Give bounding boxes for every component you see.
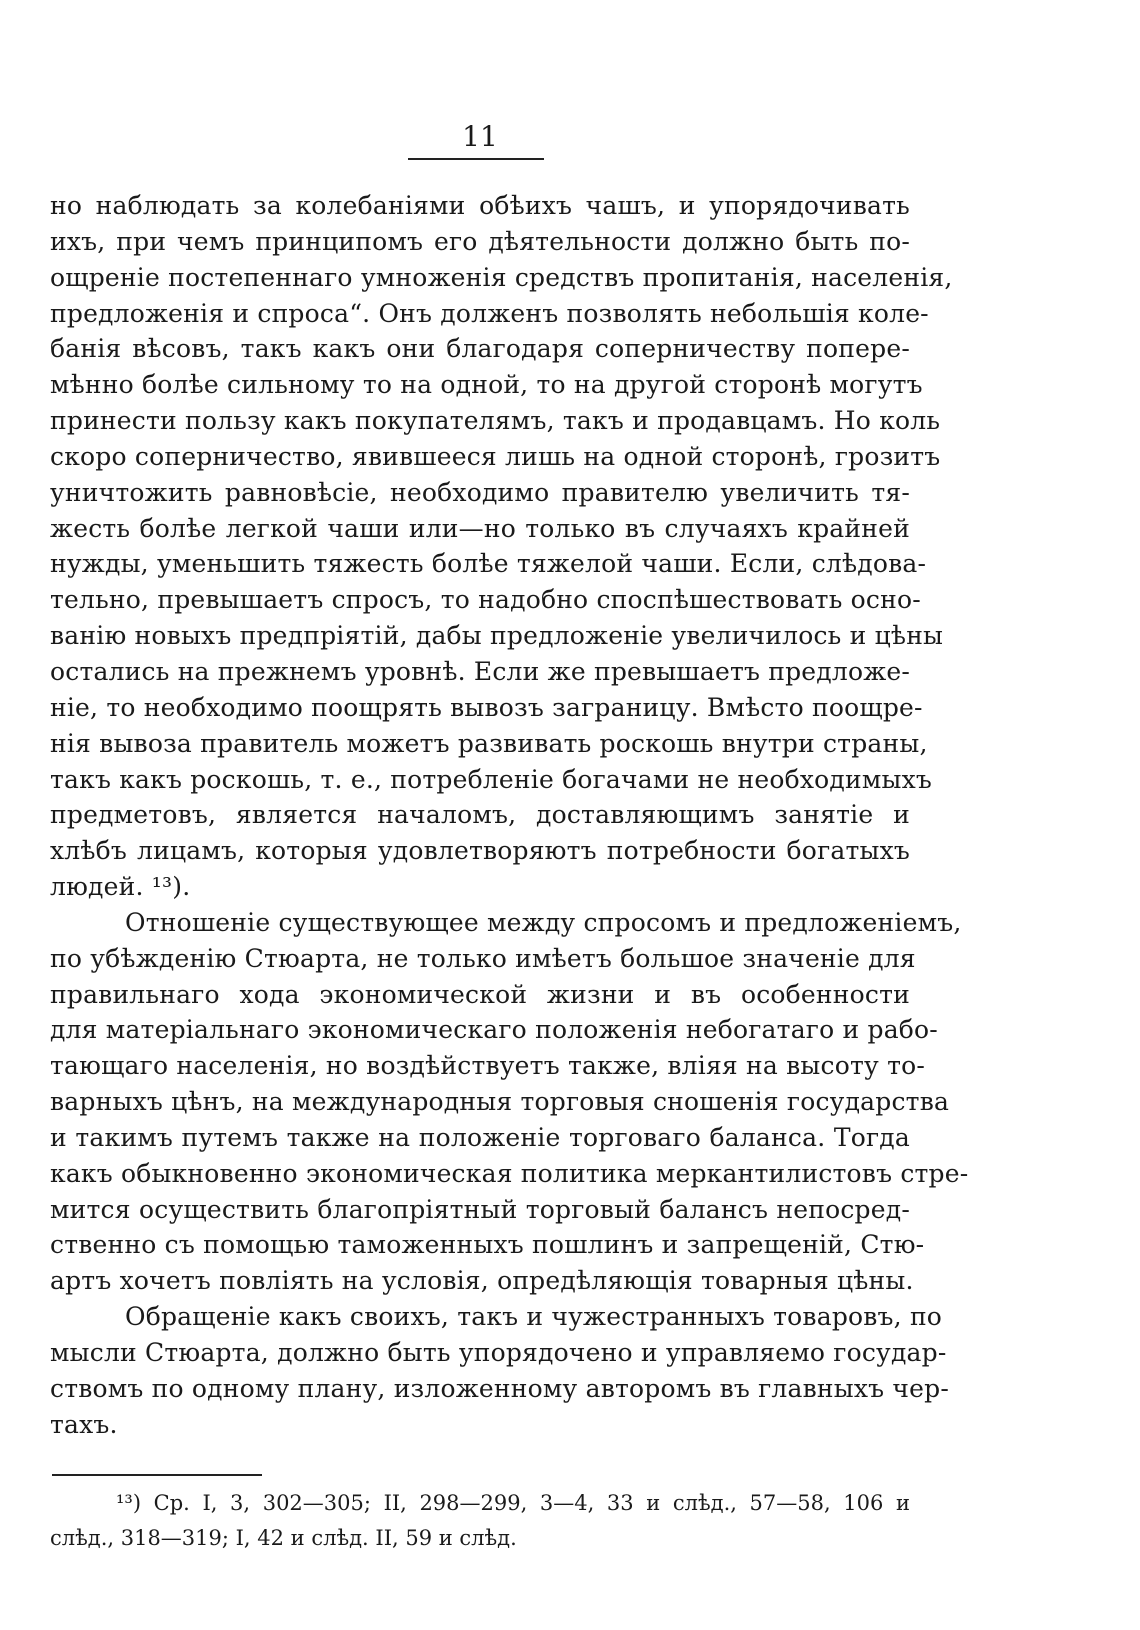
body-line: мѣнно болѣе сильному то на одной, то на другой сторонѣ могутъ: [50, 370, 923, 400]
body-line: варныхъ цѣнъ, на международныя торговыя сношенія государства: [50, 1087, 950, 1117]
body-line: тающаго населенія, но воздѣйствуетъ также, вліяя на высоту то-: [50, 1051, 925, 1081]
body-text: [50, 188, 969, 1443]
body-line: мысли Стюарта, должно быть упорядочено и управляемо государ-: [50, 1338, 947, 1367]
footnote-line: слѣд., 318—319; I, 42 и слѣд. II, 59 и слѣд.: [50, 1526, 517, 1550]
body-line: банія вѣсовъ, такъ какъ они благодаря соперничеству попере-: [50, 334, 910, 364]
body-line: ствомъ по одному плану, изложенному авторомъ въ главныхъ чер-: [50, 1373, 949, 1403]
body-line: правильнаго хода экономической жизни и въ особенности: [50, 979, 910, 1009]
footnotes: [50, 1486, 910, 1556]
body-line: Обращеніе какъ своихъ, такъ и чужестранныхъ товаровъ, по: [125, 1302, 943, 1332]
body-line: тахъ.: [50, 1409, 118, 1439]
body-line: по убѣжденію Стюарта, не только имѣетъ большое значеніе для: [50, 943, 916, 973]
body-line: жесть болѣе легкой чаши или—но только въ случаяхъ крайней: [50, 513, 910, 543]
header-rule: [408, 158, 544, 160]
body-paragraph: [50, 905, 969, 1299]
body-line: какъ обыкновенно экономическая политика меркантилистовъ стре-: [50, 1158, 969, 1188]
body-line: людей. ¹³).: [50, 872, 191, 902]
body-line: предметовъ, является началомъ, доставляющимъ занятіе и: [50, 800, 910, 830]
footnote-rule: [52, 1474, 262, 1476]
body-line: ихъ, при чемъ принципомъ его дѣятельности должно быть по-: [50, 226, 910, 256]
body-line: такъ какъ роскошь, т. е., потребленіе богачами не необходимыхъ: [50, 764, 933, 794]
footnote-line: ¹³) Ср. I, 3, 302—305; II, 298—299, 3—4, 33 и слѣд., 57—58, 106 и: [116, 1491, 910, 1515]
body-line: для матеріальнаго экономическаго положенія небогатаго и рабо-: [50, 1015, 938, 1045]
body-line: Отношеніе существующее между спросомъ и предложеніемъ,: [125, 907, 962, 937]
body-line: хлѣбъ лицамъ, которыя удовлетворяютъ потребности богатыхъ: [50, 836, 910, 866]
body-line: но наблюдать за колебаніями обѣихъ чашъ, и упорядочивать: [50, 191, 910, 220]
body-line: уничтожить равновѣсіе, необходимо правителю увеличить тя-: [50, 477, 910, 507]
body-line: скоро соперничество, явившееся лишь на одной сторонѣ, грозитъ: [50, 441, 941, 471]
body-line: тельно, превышаетъ спросъ, то надобно споспѣшествовать осно-: [50, 585, 921, 615]
page-number: 11: [462, 120, 498, 153]
body-line: ванію новыхъ предпріятій, дабы предложеніе увеличилось и цѣны: [50, 621, 944, 651]
body-line: артъ хочетъ повліять на условія, опредѣляющія товарныя цѣны.: [50, 1266, 914, 1296]
body-line: нужды, уменьшить тяжесть болѣе тяжелой чаши. Если, слѣдова-: [50, 549, 927, 579]
body-line: принести пользу какъ покупателямъ, такъ и продавцамъ. Но коль: [50, 406, 941, 436]
body-line: ощреніе постепеннаго умноженія средствъ пропитанія, населенія,: [50, 262, 953, 292]
body-line: и такимъ путемъ также на положеніе торговаго баланса. Тогда: [50, 1122, 910, 1152]
body-line: предложенія и спроса“. Онъ долженъ позволять небольшія коле-: [50, 298, 929, 328]
body-line: мится осуществить благопріятный торговый балансъ непосред-: [50, 1194, 910, 1224]
body-line: остались на прежнемъ уровнѣ. Если же превышаетъ предложе-: [50, 656, 911, 686]
footnote-paragraph: [50, 1486, 910, 1556]
body-line: ніе, то необходимо поощрять вывозъ заграницу. Вмѣсто поощре-: [50, 692, 923, 722]
body-line: ственно съ помощью таможенныхъ пошлинъ и запрещеній, Стю-: [50, 1230, 925, 1260]
body-paragraph: [50, 188, 953, 905]
body-paragraph: [50, 1299, 949, 1442]
body-line: нія вывоза правитель можетъ развивать роскошь внутри страны,: [50, 728, 928, 758]
